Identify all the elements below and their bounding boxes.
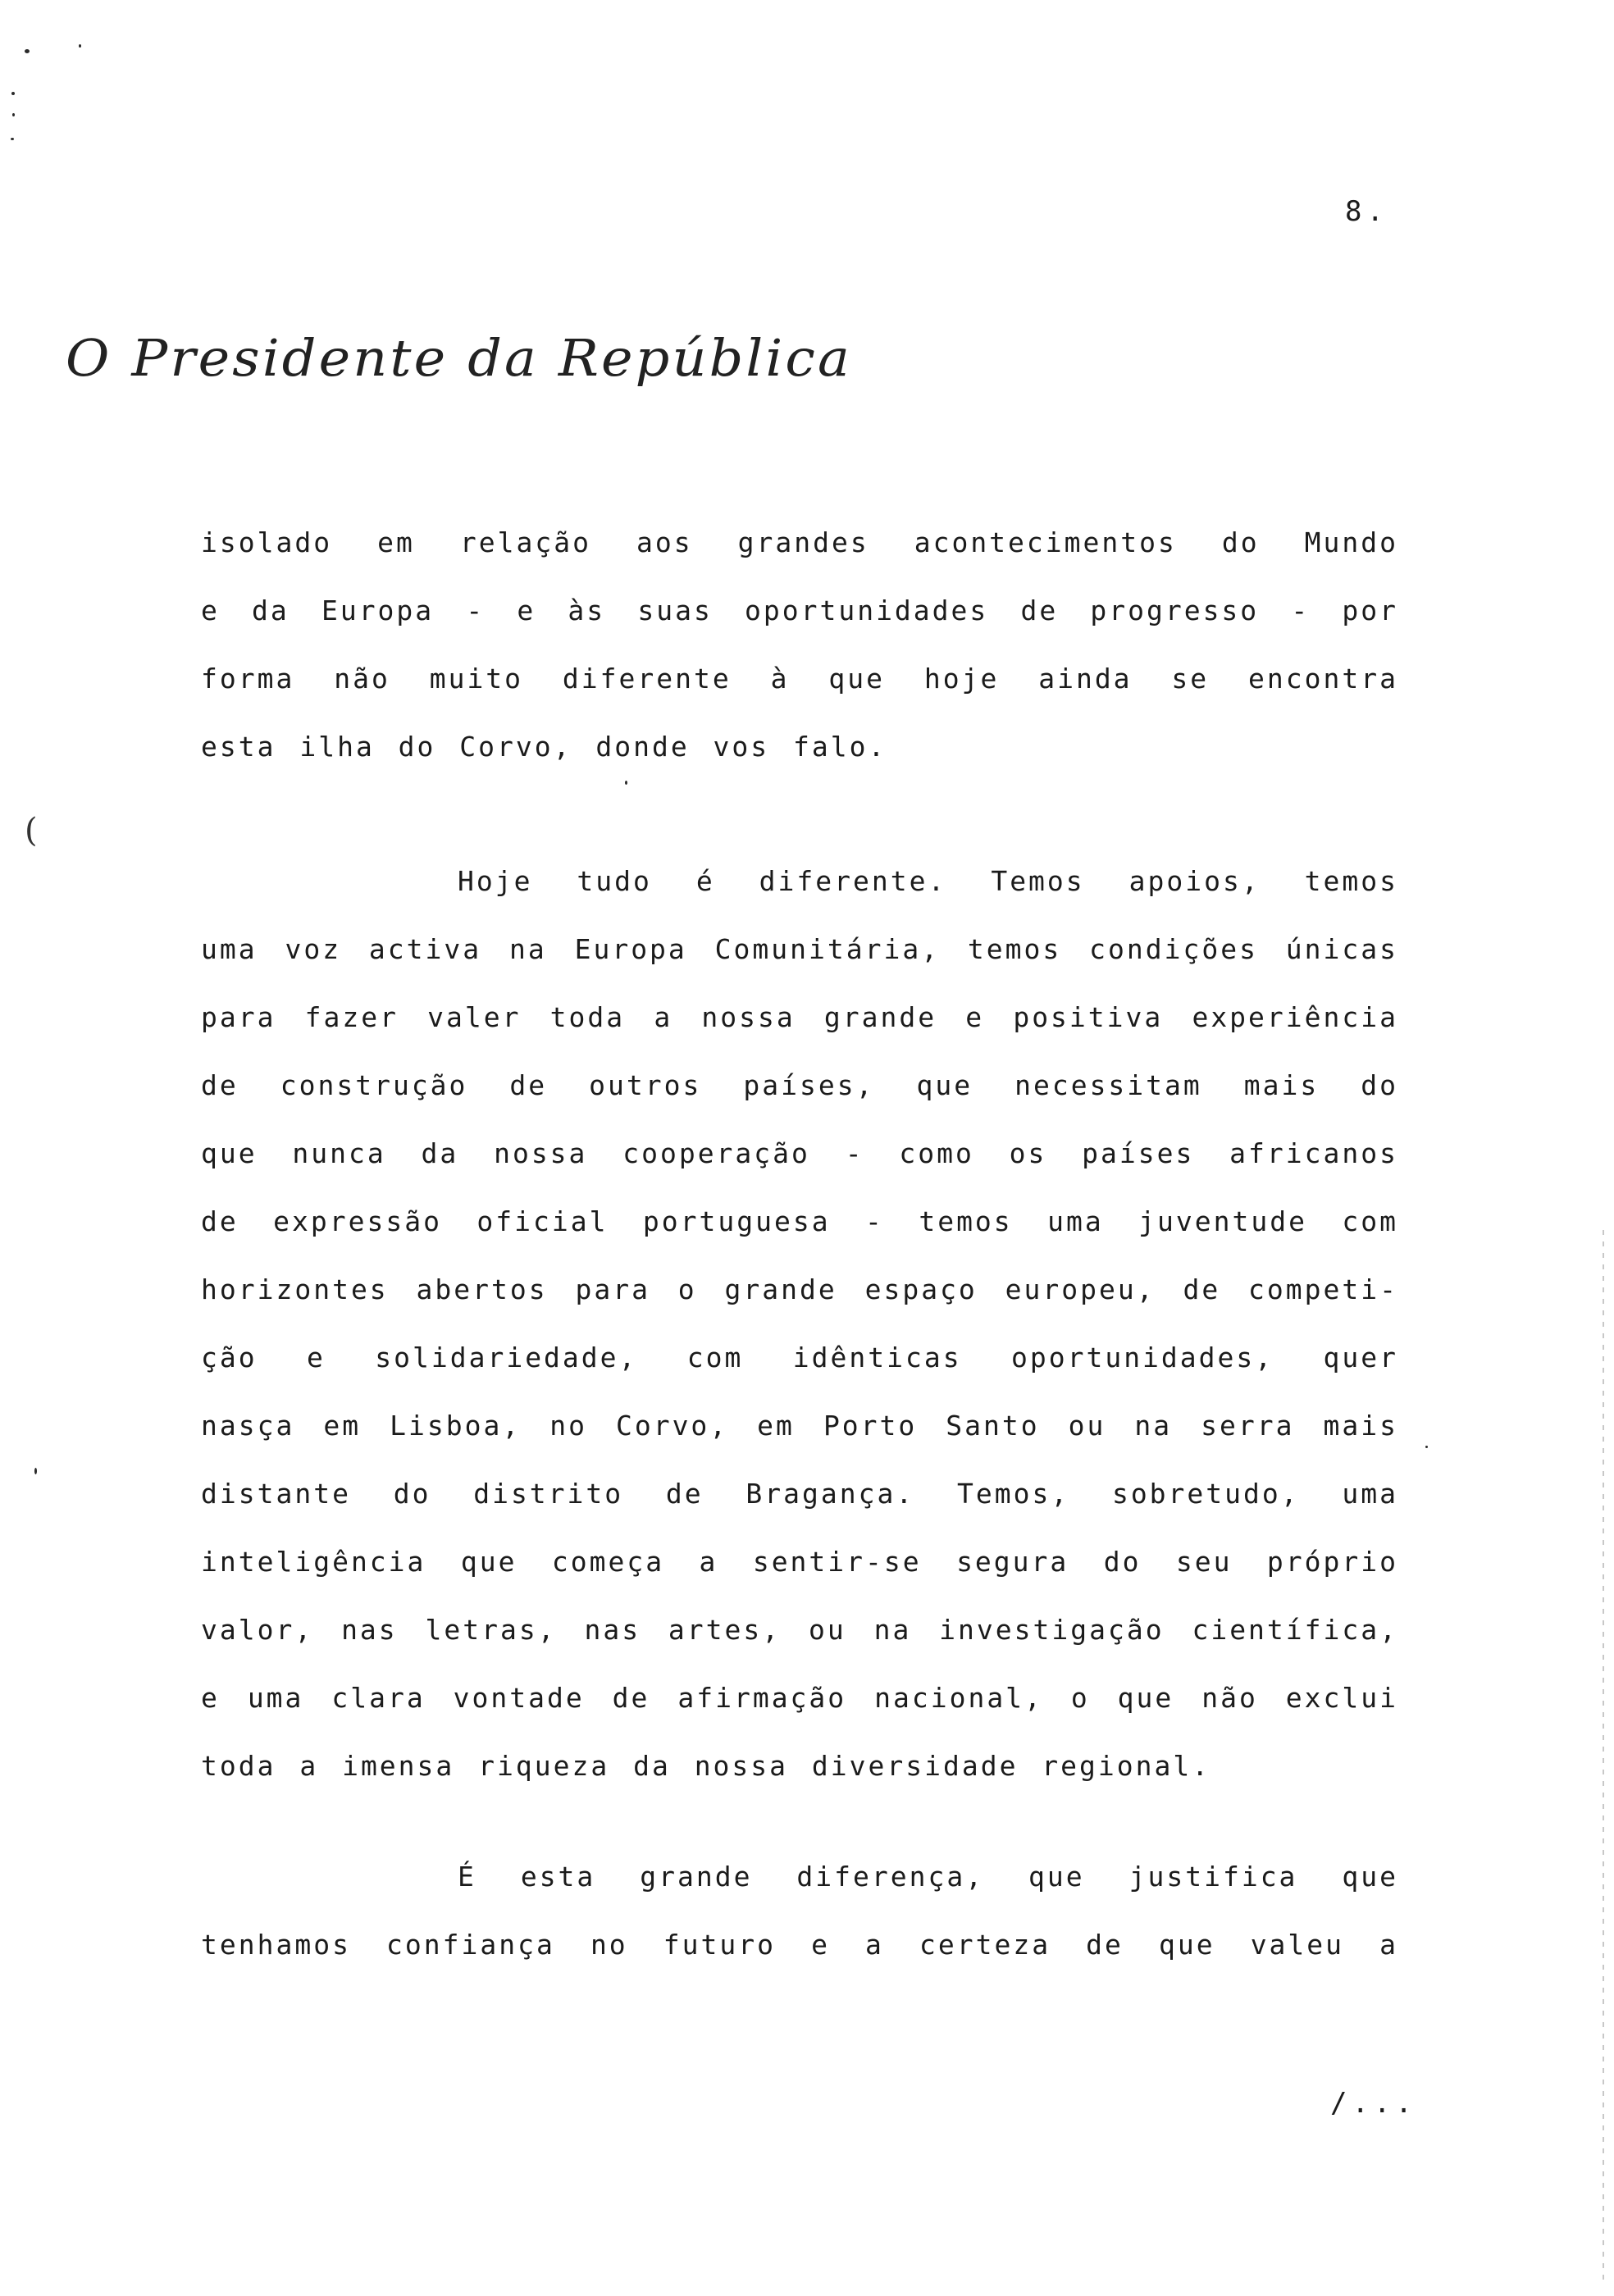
paragraph-2 (201, 847, 1398, 1800)
paragraph-3 (201, 1843, 1398, 1979)
text-line: de expressão oficial portuguesa - temos uma juventude com (201, 1205, 1398, 1237)
text-line: isolado em relação aos grandes acontecimentos do Mundo (201, 526, 1398, 558)
text-line: para fazer valer toda a nossa grande e positiva experiência (201, 1001, 1398, 1033)
paragraph-1 (201, 508, 1398, 781)
scan-speck (25, 49, 30, 53)
text-line: uma voz activa na Europa Comunitária, temos condições únicas (201, 933, 1398, 965)
scan-speck (11, 92, 15, 95)
scan-speck (12, 113, 15, 116)
scan-speck (625, 781, 627, 785)
text-line: É esta grande diferença, que justifica que (458, 1861, 1398, 1893)
scan-speck (1425, 1446, 1428, 1448)
text-line: Hoje tudo é diferente. Temos apoios, temos (458, 865, 1398, 897)
letterhead-title: O Presidente da República (66, 328, 852, 388)
text-line: tenhamos confiança no futuro e a certeza de que valeu a (201, 1929, 1398, 1961)
text-line: forma não muito diferente à que hoje ainda se encontra (201, 663, 1398, 695)
text-line: e da Europa - e às suas oportunidades de progresso - por (201, 594, 1398, 626)
text-line: horizontes abertos para o grande espaço europeu, de competi- (201, 1273, 1398, 1305)
text-line: que nunca da nossa cooperação - como os países africanos (201, 1137, 1398, 1169)
text-line: inteligência que começa a sentir-se segura do seu próprio (201, 1546, 1398, 1578)
text-line: nasça em Lisboa, no Corvo, em Porto Santo ou na serra mais (201, 1410, 1398, 1442)
text-line: de construção de outros países, que necessitam mais do (201, 1069, 1398, 1101)
text-line: e uma clara vontade de afirmação nacional, o que não exclui (201, 1682, 1398, 1714)
text-line: ção e solidariedade, com idênticas oportunidades, quer (201, 1342, 1398, 1374)
text-line: esta ilha do Corvo, donde vos falo. (201, 731, 887, 763)
text-line: valor, nas letras, nas artes, ou na investigação científica, (201, 1614, 1398, 1646)
continuation-mark: /... (1330, 2087, 1417, 2120)
margin-mark: ( (25, 812, 38, 850)
scan-speck (11, 138, 14, 140)
text-line: distante do distrito de Bragança. Temos, sobretudo, uma (201, 1478, 1398, 1510)
page-number: 8. (1345, 195, 1388, 228)
scan-speck (34, 1468, 37, 1474)
scan-speck (79, 44, 81, 48)
scan-edge-line (1603, 1230, 1604, 2280)
text-line: toda a imensa riqueza da nossa diversidade regional. (201, 1750, 1211, 1782)
